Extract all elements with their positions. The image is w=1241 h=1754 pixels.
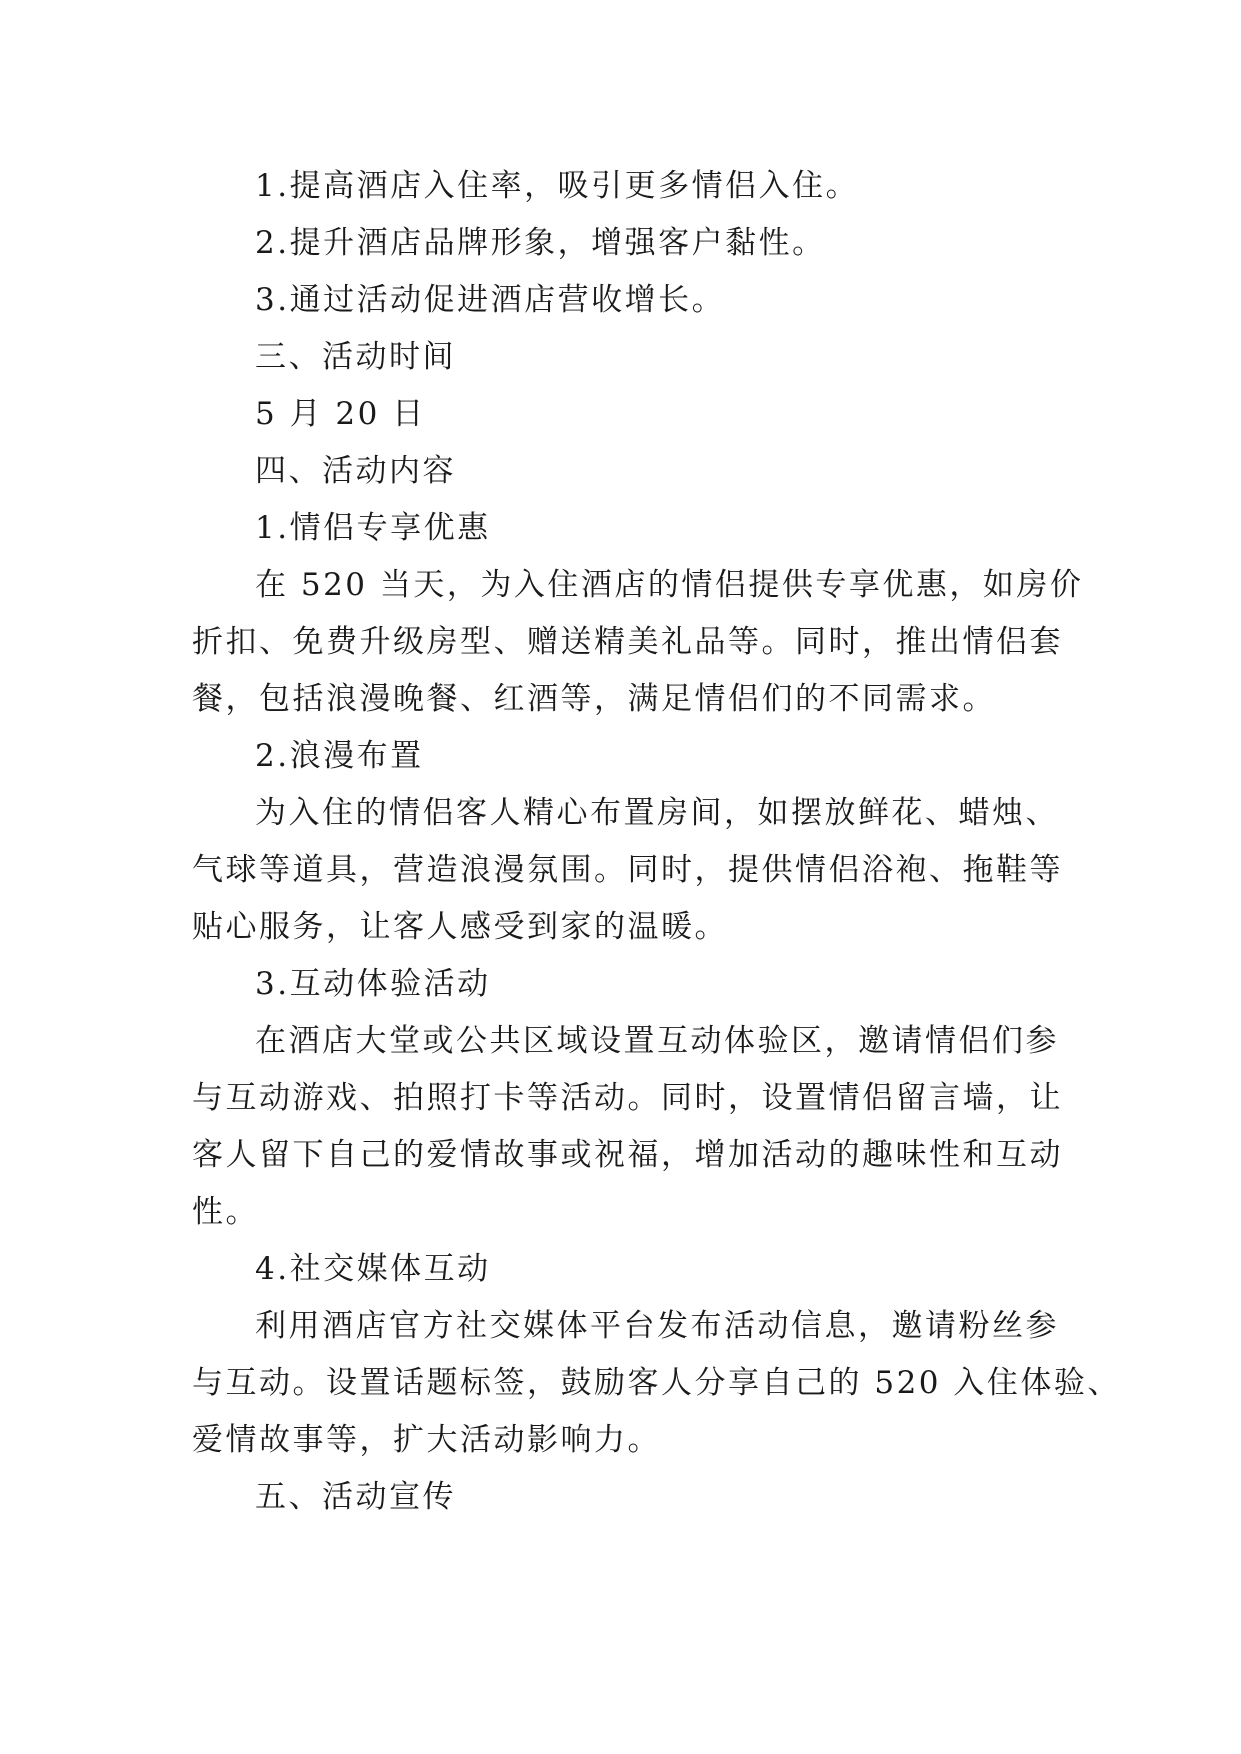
text-line-2: 2.提升酒店品牌形象，增强客户黏性。 <box>255 225 826 261</box>
text-line-10: 餐，包括浪漫晚餐、红酒等，满足情侣们的不同需求。 <box>192 681 996 717</box>
section-heading-3: 三、活动时间 <box>255 339 456 375</box>
text-line-12: 为入住的情侣客人精心布置房间，如摆放鲜花、蜡烛、 <box>255 795 1059 831</box>
subheading-1: 1.情侣专享优惠 <box>255 510 491 546</box>
subheading-3: 3.互动体验活动 <box>255 966 491 1002</box>
text-line-21: 利用酒店官方社交媒体平台发布活动信息，邀请粉丝参 <box>255 1308 1059 1344</box>
text-line-13: 气球等道具，营造浪漫氛围。同时，提供情侣浴袍、拖鞋等 <box>192 852 1063 888</box>
text-line-1: 1.提高酒店入住率，吸引更多情侣入住。 <box>255 168 860 204</box>
section-heading-4: 四、活动内容 <box>255 453 456 489</box>
text-line-22: 与互动。设置话题标签，鼓励客人分享自己的 520 入住体验、 <box>192 1365 1121 1401</box>
text-line-16: 在酒店大堂或公共区域设置互动体验区，邀请情侣们参 <box>255 1023 1059 1059</box>
text-line-19: 性。 <box>192 1194 259 1230</box>
text-line-5: 5 月 20 日 <box>255 396 426 432</box>
section-heading-5: 五、活动宣传 <box>255 1479 456 1515</box>
text-line-18: 客人留下自己的爱情故事或祝福，增加活动的趣味性和互动 <box>192 1137 1063 1173</box>
text-line-23: 爱情故事等，扩大活动影响力。 <box>192 1422 661 1458</box>
text-line-17: 与互动游戏、拍照打卡等活动。同时，设置情侣留言墙，让 <box>192 1080 1063 1116</box>
text-line-14: 贴心服务，让客人感受到家的温暖。 <box>192 909 728 945</box>
subheading-2: 2.浪漫布置 <box>255 738 424 774</box>
subheading-4: 4.社交媒体互动 <box>255 1251 491 1287</box>
text-line-8: 在 520 当天，为入住酒店的情侣提供专享优惠，如房价 <box>255 567 1084 603</box>
text-line-9: 折扣、免费升级房型、赠送精美礼品等。同时，推出情侣套 <box>192 624 1063 660</box>
text-line-3: 3.通过活动促进酒店营收增长。 <box>255 282 726 318</box>
